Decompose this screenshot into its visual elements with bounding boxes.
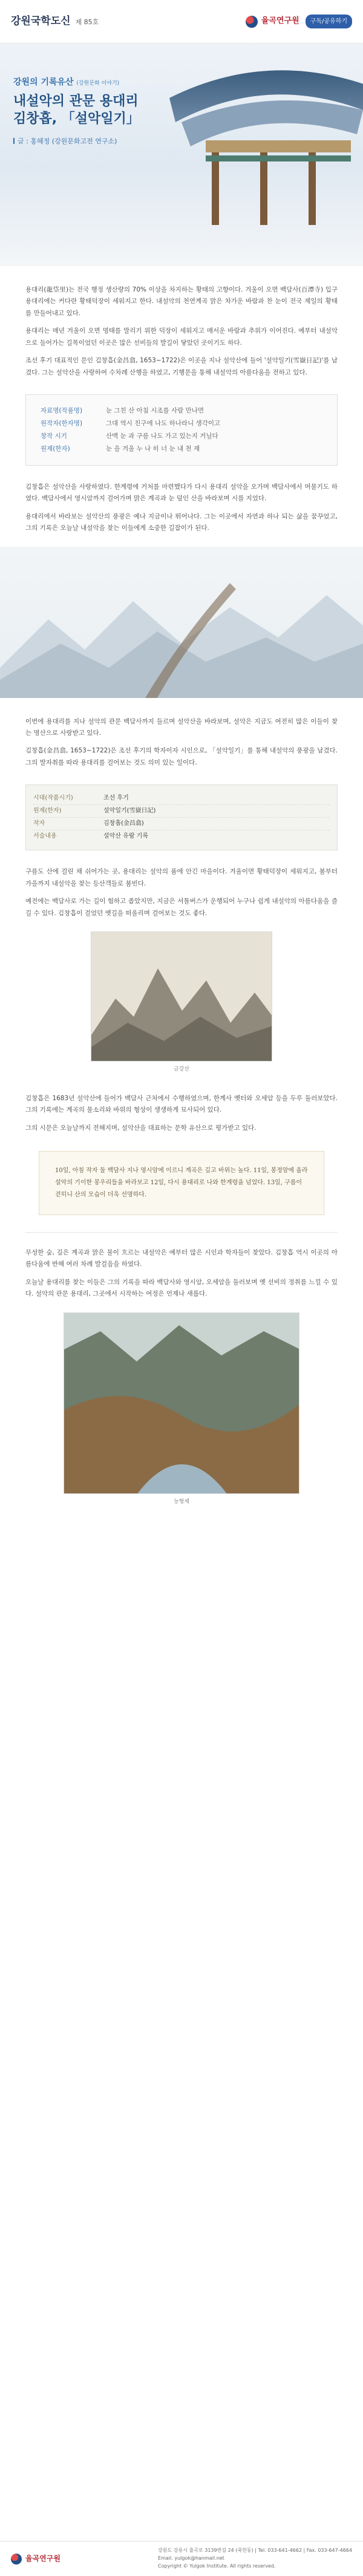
body-section-1 bbox=[0, 481, 363, 535]
article-title: 내설악의 관문 용대리 김창흡, 「설악일기」 bbox=[13, 93, 140, 127]
org-logo[interactable] bbox=[246, 15, 299, 28]
mountain-landscape-image bbox=[0, 547, 363, 698]
intro-paragraph: 용대리(龍垈里)는 전국 행정 생산량의 70% 이상을 차지하는 황태의 고향이다. 겨울이 오면 백담사(百潭寺) 입구 용대리에는 커다란 황태덕장이 세워지고 한다. 내설악의 천연계곡 맑은 차가운 바람과 찬 눈이 전국 제일의 황태를 만들어내고 있다. bbox=[25, 286, 338, 317]
intro-paragraph: 용대리는 매년 겨울이 오면 명태를 말리기 위한 덕장이 세워지고 매서운 바람과 추위가 이어진다. 예부터 내설악으로 들어가는 길목이었던 이곳은 많은 선비들의 발길이 닿았던 곳이기도 하다. bbox=[25, 327, 338, 347]
hero-banner bbox=[0, 44, 363, 266]
body-paragraph: 김창흡(金昌翕, 1653~1722)은 조선 후기의 학자이자 시인으로, 「설악일기」를 통해 내설악의 풍광을 남겼다. 그의 발자취를 따라 용대리를 걸어보는 것도 의미 있는 일이다. bbox=[25, 747, 338, 766]
body-paragraph: 그의 시문은 오늘날까지 전해지며, 설악산을 대표하는 문학 유산으로 평가받고 있다. bbox=[25, 1124, 257, 1132]
divider bbox=[25, 1232, 338, 1233]
body-paragraph: 김창흡은 1683년 설악산에 들어가 백담사 근처에서 수행하였으며, 한계사 옛터와 오세암 등을 두루 둘러보았다. 그의 기록에는 계곡의 물소리와 바위의 형상이 생생하게 묘사되어 있다. bbox=[25, 1094, 338, 1114]
meta-row: 원작자(한자명) 그대 역시 친구에 나도 하나라니 생각이고 bbox=[41, 419, 221, 427]
taeguk-icon bbox=[11, 2554, 22, 2565]
footer-copyright: Copyright © Yulgok Institute. All rights reserved. bbox=[158, 2563, 276, 2569]
body-paragraph: 오늘날 용대리를 찾는 이들은 그의 기록을 따라 백담사와 영시암, 오세암을 둘러보며 옛 선비의 정취를 느낄 수 있다. 설악의 관문 용대리, 그곳에서 시작하는 여정은 언제나 새롭다. bbox=[25, 1278, 338, 1298]
subscribe-button[interactable]: 구독/공유하기 bbox=[306, 15, 352, 29]
photo-caption: 능형제 bbox=[173, 1498, 190, 1505]
plate-row: 원제(한자) 설악일기(雪嶽日記) bbox=[33, 805, 330, 818]
footer-address: 강원도 강릉시 율곡로 3139번길 24 (죽헌동) | Tel. 033-641-4662 | Fax. 033-647-4664 bbox=[158, 2548, 352, 2554]
body-paragraph: 무성한 숲, 깊은 계곡과 맑은 물이 흐르는 내설악은 예부터 많은 시인과 학자들이 찾았다. 김창흡 역시 이곳의 아름다움에 반해 여러 차례 발걸음을 하였다. bbox=[25, 1249, 338, 1268]
meta-row: 창작 시기 산맥 눈 과 구름 나도 가고 있는지 거닐다 bbox=[41, 432, 218, 440]
newsletter-title: 강원국학도신 bbox=[11, 15, 71, 27]
body-section-3 bbox=[0, 866, 363, 919]
mountain-icon bbox=[0, 547, 363, 698]
valley-photo bbox=[64, 1312, 299, 1494]
body-paragraph: 용대리에서 바라보는 설악산의 풍광은 예나 지금이나 뛰어나다. 그는 이곳에서 자연과 하나 되는 삶을 꿈꾸었고, 그의 기록은 오늘날 내설악을 찾는 이들에게 소중한 길잡이가 된다. bbox=[25, 512, 338, 532]
meta-table bbox=[25, 394, 338, 466]
photo-caption: 금강산 bbox=[173, 1066, 190, 1073]
body-paragraph: 구름도 산에 걸린 채 쉬어가는 곳, 용대리는 설악의 품에 안긴 마을이다. 겨울이면 황태덕장이 세워지고, 봄부터 가을까지 내설악을 찾는 등산객들로 붐빈다. bbox=[25, 868, 338, 887]
footer-email[interactable]: Email. yulgok@hanmail.net bbox=[158, 2555, 224, 2561]
body-section-5 bbox=[0, 1247, 363, 1300]
info-plate bbox=[25, 784, 338, 850]
series-title: 강원의 기록유산 (강원문화 이야기) bbox=[13, 77, 120, 87]
body-paragraph: 이번에 용대리를 지나 설악의 관문 백담사까지 들르며 설악산을 바라보며, 설악은 지금도 여전히 많은 이들이 찾는 명산으로 사랑받고 있다. bbox=[25, 717, 338, 737]
diary-excerpt: 10일, 아침 작자 둘 백담사 지나 영시암에 이르니 계곡은 깊고 바위는 높다. 11일, 봉정암에 올라 설악의 기이한 봉우리들을 바라보고 12일, 다시 용대리로 나와 한계령을 넘었다. 13일, 구름이 걷히니 산의 모습이 더욱 선명하다. bbox=[39, 1151, 324, 1215]
byline-bar-icon bbox=[13, 138, 15, 144]
painting-icon bbox=[91, 932, 272, 1061]
footer-logo[interactable]: 율곡연구원 bbox=[11, 2552, 60, 2565]
plate-row: 작자 김창흡(金昌翕) bbox=[33, 818, 330, 830]
org-name: 율곡연구원 bbox=[261, 16, 299, 26]
issue-number: 제 85호 bbox=[75, 18, 99, 26]
body-paragraph: 김창흡은 설악산을 사랑하였다. 한계령에 거처를 마련했다가 다시 용대리 설악을 오가며 백담사에서 머물기도 하였다. 백담사에서 영시암까지 걸어가며 맑은 계곡과 눈 덮인 산을 바라보며 시를 지었다. bbox=[25, 483, 338, 503]
body-paragraph: 예전에는 백담사로 가는 길이 험하고 좁았지만, 지금은 셔틀버스가 운행되어 누구나 쉽게 내설악의 아름다움을 즐길 수 있다. 김창흡이 걸었던 옛길을 떠올리며 걸어보는 것도 좋다. bbox=[25, 898, 338, 917]
body-section-2 bbox=[0, 698, 363, 769]
taeguk-icon bbox=[246, 16, 258, 28]
footer-info bbox=[158, 2547, 352, 2570]
landscape-painting bbox=[91, 931, 272, 1061]
footer bbox=[0, 2541, 363, 2576]
plate-row: 서술내용 설악산 유람 기록 bbox=[33, 833, 148, 840]
intro-paragraph: 조선 후기 대표적인 문인 김창흡(金昌翕, 1653~1722)은 이곳을 지나 설악산에 들어 '설악일기(雪嶽日記)'를 남겼다. 그는 설악산을 사랑하여 수차례 산행을 하였고, 기행문을 통해 내설악의 아름다움을 전하고 있다. bbox=[25, 357, 338, 376]
meta-row: 원제(한자) 눈 을 겨울 누 나 히 너 눈 내 천 재 bbox=[41, 445, 200, 452]
plate-row: 시대(작품시기) 조선 후기 bbox=[33, 792, 330, 805]
body-section-4 bbox=[0, 1075, 363, 1134]
valley-icon bbox=[64, 1313, 299, 1494]
brand bbox=[11, 13, 99, 31]
intro-section bbox=[0, 266, 363, 379]
top-bar bbox=[0, 0, 363, 44]
meta-row: 자료명(작품명) 눈 그친 산 아침 시조를 사람 만나면 bbox=[41, 406, 204, 414]
byline: 글 : 홍혜정 (강원문화고전 연구소) bbox=[13, 135, 213, 147]
